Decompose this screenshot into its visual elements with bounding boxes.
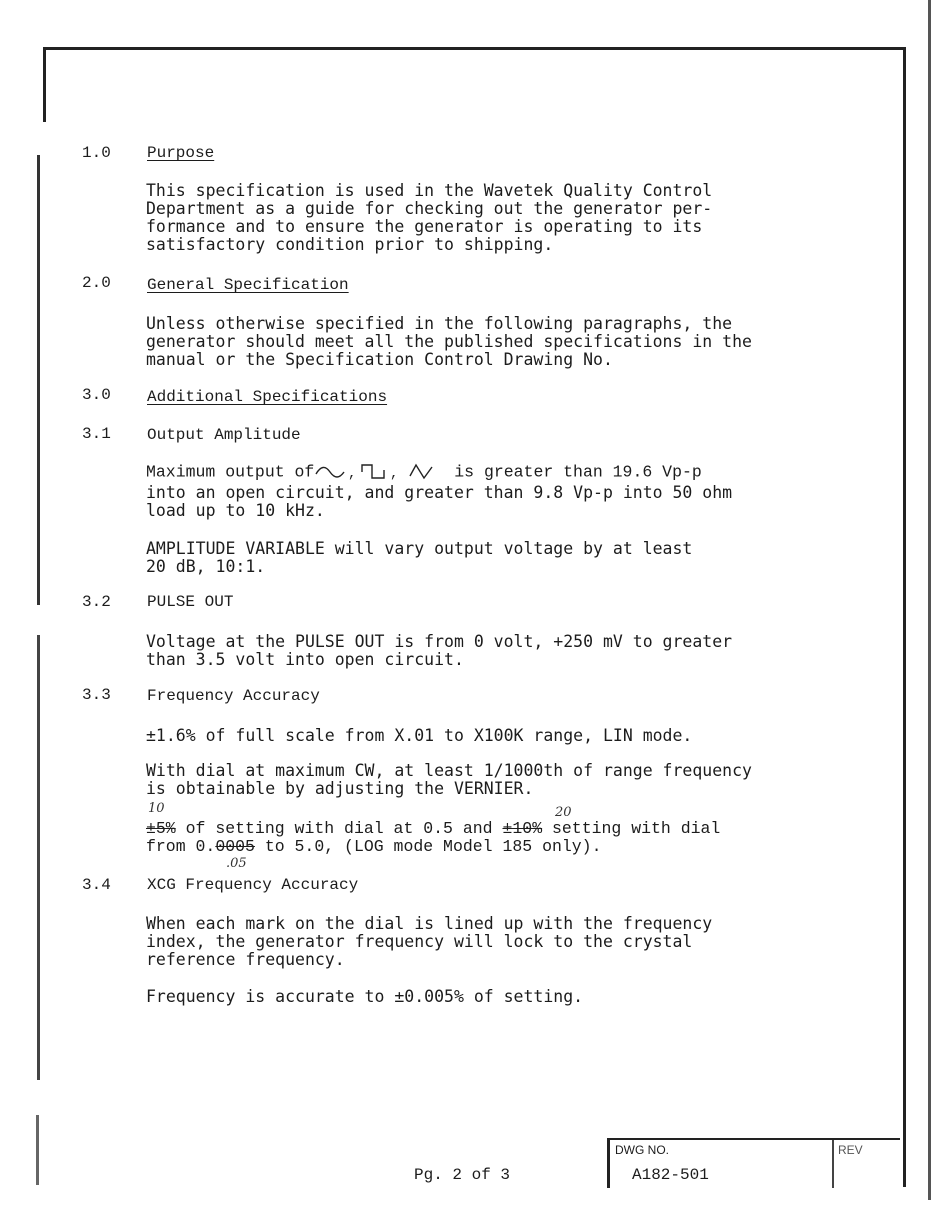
title-block-left [607, 1138, 610, 1188]
svg-text:,: , [390, 466, 399, 482]
frequency-accuracy-body1: ±1.6% of full scale from X.01 to X100K range, LIN mode. [146, 726, 693, 745]
page-border-top [44, 47, 906, 50]
title-block-top [607, 1138, 900, 1140]
svg-text:,: , [348, 466, 357, 482]
page-number: Pg. 2 of 3 [414, 1166, 511, 1184]
scan-edge-left [37, 155, 40, 605]
output-amplitude-line1 [146, 462, 702, 482]
line3-text-end: setting with dial [542, 819, 721, 838]
square-wave-icon [360, 462, 404, 482]
line4-text: from 0. [146, 837, 216, 856]
section-title-purpose: Purpose [147, 144, 215, 162]
output-amplitude-line2: into an open circuit, and greater than 9.8 Vp-p into 50 ohm load up to 10 kHz. [146, 483, 733, 520]
frequency-accuracy-body2: With dial at maximum CW, at least 1/1000th of range frequency is obtainable by adjusting the VERNIER. [146, 761, 752, 798]
page-border-left [43, 47, 46, 122]
purpose-body: This specification is used in the Wavetek Quality Control Department as a guide for checking out the generator per- formance and to ensure the generator is operating to its satisfactory condition prior to shipping. [146, 181, 713, 254]
line4-text-end: to 5.0, (LOG mode Model 185 only). [254, 837, 602, 856]
xcg-body1: When each mark on the dial is lined up with the frequency index, the generator frequency will lock to the crystal reference frequency. [146, 914, 713, 969]
triangle-wave-icon [404, 462, 444, 482]
line1-suffix: is greater than 19.6 Vp-p [454, 462, 702, 482]
revision-label: REV [838, 1143, 863, 1157]
handwritten-note-05: .05 [226, 856, 247, 871]
drawing-number-label: DWG NO. [615, 1143, 669, 1157]
scan-edge-left-lower [37, 635, 40, 1080]
section-title-additional: Additional Specifications [147, 388, 388, 406]
section-number: 3.0 [82, 386, 111, 404]
section-number: 3.4 [82, 876, 111, 894]
handwritten-note-10: 10 [148, 801, 165, 816]
struck-tolerance-2: ±10% [502, 819, 543, 838]
scan-edge-right [928, 0, 931, 1200]
frequency-accuracy-line4 [146, 838, 601, 856]
section-number: 3.3 [82, 686, 111, 704]
line3-text: of setting with dial at 0.5 and [175, 819, 503, 838]
struck-value: 0005 [215, 837, 255, 856]
section-number: 2.0 [82, 274, 111, 292]
section-title-output-amplitude: Output Amplitude [147, 426, 301, 444]
sine-wave-icon [314, 462, 360, 482]
frequency-accuracy-line3 [146, 820, 720, 838]
section-title-pulse-out: PULSE OUT [147, 593, 234, 611]
scan-edge-left-bottom [36, 1115, 39, 1185]
pulse-out-body: Voltage at the PULSE OUT is from 0 volt, +250 mV to greater than 3.5 volt into open circuit. [146, 632, 733, 669]
section-title-general: General Specification [147, 276, 349, 294]
section-title-frequency-accuracy: Frequency Accuracy [147, 687, 320, 705]
section-number: 3.1 [82, 425, 111, 443]
rev-divider [832, 1140, 834, 1188]
xcg-body2: Frequency is accurate to ±0.005% of setting. [146, 987, 584, 1006]
struck-tolerance: ±5% [146, 819, 176, 838]
section-number: 3.2 [82, 593, 111, 611]
general-body: Unless otherwise specified in the following paragraphs, the generator should meet all the published specifications in the manual or the Specification Control Drawing No. [146, 314, 752, 369]
page-border-right [903, 47, 906, 1187]
section-number: 1.0 [82, 144, 111, 162]
section-title-xcg-frequency-accuracy: XCG Frequency Accuracy [147, 876, 359, 894]
drawing-number: A182-501 [632, 1166, 709, 1184]
line1-prefix: Maximum output of [146, 462, 315, 482]
handwritten-note-20: 20 [555, 805, 572, 820]
amplitude-variable-body: AMPLITUDE VARIABLE will vary output voltage by at least 20 dB, 10:1. [146, 539, 693, 576]
